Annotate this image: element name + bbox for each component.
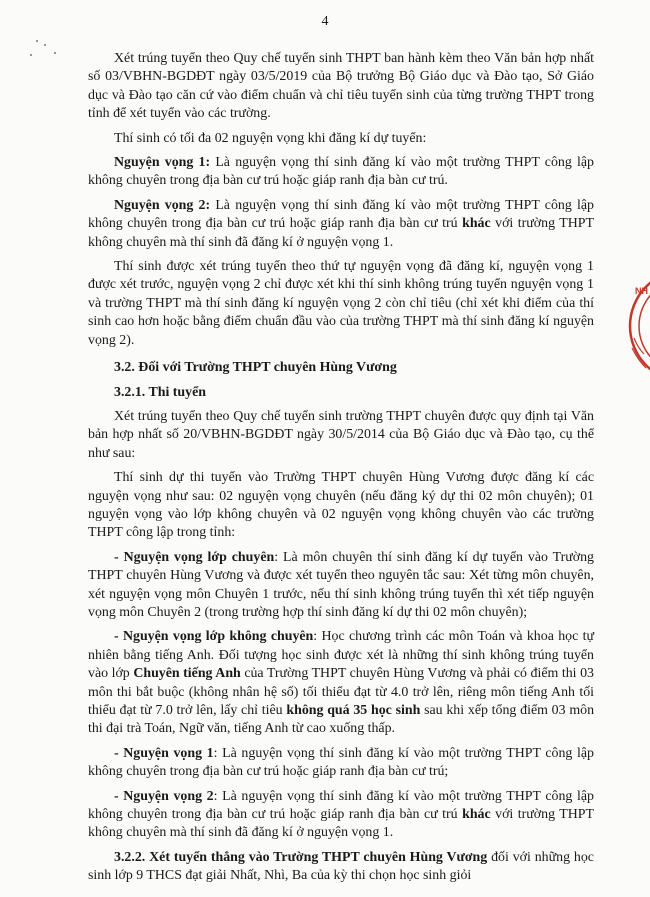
scan-speck xyxy=(44,44,46,46)
label-dash-nv-1: - Nguyện vọng 1 xyxy=(114,745,214,761)
bold-chuyen-tieng-anh: Chuyên tiếng Anh xyxy=(133,666,241,682)
bold-khac-2: khác xyxy=(462,807,491,823)
scan-speck xyxy=(30,54,32,56)
bold-khong-qua-35: không quá 35 học sinh xyxy=(286,703,421,718)
heading-3-2-1: 3.2.1. Thi tuyển xyxy=(114,384,206,400)
text-dash-nv-2-b: với trường THPT không chuyên mà thí sinh đã đăng kí ở nguyện vọng 1. xyxy=(88,807,594,841)
paragraph-quy-che-chuyen: Xét trúng tuyển theo Quy chế tuyển sinh trường THPT chuyên được quy định tại Văn bản hợp nhất số 20/VBHN-BGDĐT ngày 30/5/2014 của Bộ Giáo dục và Đào tạo, cụ thể như sau: xyxy=(88,408,594,461)
paragraph-xet-tuyen-thang xyxy=(88,849,594,886)
text-nv-khong-chuyen-c: sau khi xếp tổng điểm 03 môn thi đại trà Toán, Ngữ văn, tiếng Anh từ cao xuống thấp. xyxy=(88,703,595,737)
label-dash-nv-2: - Nguyện vọng 2 xyxy=(114,788,214,804)
scan-speck xyxy=(36,40,38,42)
text-nguyen-vong-2-a: Là nguyện vọng thí sinh đăng kí vào một trường THPT công lập không chuyên trong địa bàn cư trú hoặc giáp ranh địa bàn cư trú xyxy=(88,197,594,232)
paragraph-toi-da-nguyen-vong: Thí sinh có tối đa 02 nguyện vọng khi đăng kí dự tuyển: xyxy=(114,130,427,146)
seal-graphic xyxy=(624,268,650,386)
paragraph-quy-che: Xét trúng tuyển theo Quy chế tuyển sinh THPT ban hành kèm theo Văn bản hợp nhất số 03/VBHN-BGDĐT ngày 03/5/2019 của Bộ trưởng Bộ Giáo dục và Đào tạo, Sở Giáo dục và Đào tạo căn cứ vào điểm chuẩn và chỉ tiêu tuyển sinh của từng trường THPT trong tỉnh để xét tuyển vào các trường. xyxy=(88,51,594,122)
scan-speck xyxy=(54,52,56,54)
page-number: 4 xyxy=(321,14,329,29)
paragraph-nguyen-vong-lop-chuyen xyxy=(88,549,594,623)
text-nv-lop-chuyen: : Là môn chuyên thí sinh đăng kí dự tuyển vào Trường THPT chuyên Hùng Vương và được xét tuyển theo nguyên tắc sau: Xét từng môn chuyên, xét nguyện vọng môn Chuyên 1 trước, nếu thí sinh không trúng tuyển thì xét tiếp nguyện vọng môn Chuyên 2 (trong trường hợp thí sinh đăng kí dự thi 02 môn chuyên); xyxy=(88,549,595,620)
paragraph-dash-nguyen-vong-2 xyxy=(88,788,594,843)
label-nv-lop-chuyen: - Nguyện vọng lớp chuyên xyxy=(114,549,275,565)
bold-khac: khác xyxy=(462,216,491,232)
paragraph-thu-tu-xet: Thí sinh được xét trúng tuyển theo thứ tự nguyện vọng đã đăng kí, nguyện vọng 1 được xét trước, nguyện vọng 2 chỉ được xét khi thí sinh không trúng tuyển nguyện vọng 1 và trường THPT mà thí sinh đăng kí nguyện vọng 2 còn chỉ tiêu (chỉ xét khi điểm của thí sinh cao hơn hoặc bằng điểm chuẩn đầu vào của trường THPT mà thí sinh đăng kí nguyện vọng 2). xyxy=(88,259,594,348)
text-xet-tuyen-thang: đối với những học sinh lớp 9 THCS đạt giải Nhất, Nhì, Ba của kỳ thi chọn học sinh giỏi xyxy=(88,849,594,884)
heading-3-2: 3.2. Đối với Trường THPT chuyên Hùng Vương xyxy=(114,360,397,376)
text-nguyen-vong-1: Là nguyện vọng thí sinh đăng kí vào một trường THPT công lập không chuyên trong địa bàn cư trú hoặc giáp ranh địa bàn cư trú. xyxy=(88,155,594,189)
red-seal-stamp xyxy=(624,268,650,386)
text-dash-nv-1: : Là nguyện vọng thí sinh đăng kí vào một trường THPT công lập không chuyên trong địa bàn cư trú hoặc giáp ranh địa bàn cư trú; xyxy=(88,745,594,780)
paragraph-dang-ki-nguyen-vong: Thí sinh dự thi tuyển vào Trường THPT chuyên Hùng Vương được đăng kí các nguyện vọng như sau: 02 nguyện vọng chuyên (nếu đăng ký dự thi 02 môn chuyên); 01 nguyện vọng vào lớp không chuyên và 02 nguyện vọng không chuyên vào các trường THPT công lập trong tỉnh: xyxy=(88,470,594,541)
document-body xyxy=(88,50,594,892)
text-dash-nv-2-a: : Là nguyện vọng thí sinh đăng kí vào một trường THPT công lập không chuyên trong địa bàn cư trú hoặc giáp ranh địa bàn cư trú xyxy=(88,788,594,823)
paragraph-nguyen-vong-2 xyxy=(88,197,594,252)
text-nguyen-vong-2-b: với trường THPT không chuyên mà thí sinh đã đăng kí ở nguyện vọng 1. xyxy=(88,216,594,250)
label-nguyen-vong-2: Nguyện vọng 2: xyxy=(114,197,211,213)
text-nv-khong-chuyen-b: của Trường THPT chuyên Hùng Vương và phải có điểm thi 03 môn thi bắt buộc (không nhân hệ số) tối thiểu đạt từ 4.0 trở lên, riêng môn tiếng Anh tối thiểu đạt từ 7.0 trở lên, lấy chỉ tiêu xyxy=(88,666,594,718)
label-nv-lop-khong-chuyen: - Nguyện vọng lớp không chuyên xyxy=(114,629,314,645)
text-nv-khong-chuyen-a: : Học chương trình các môn Toán và khoa học tự nhiên bằng tiếng Anh. Đối tượng học sinh được xét là những thí sinh không trúng tuyển vào lớp xyxy=(88,629,595,682)
label-nguyen-vong-1: Nguyện vọng 1: xyxy=(114,155,211,171)
paragraph-nguyen-vong-1 xyxy=(88,154,594,191)
paragraph-nguyen-vong-lop-khong-chuyen xyxy=(88,628,594,738)
label-3-2-2: 3.2.2. Xét tuyển thẳng vào Trường THPT chuyên Hùng Vương xyxy=(114,849,488,865)
paragraph-dash-nguyen-vong-1 xyxy=(88,745,594,782)
seal-fragment-text: NH xyxy=(635,286,648,296)
